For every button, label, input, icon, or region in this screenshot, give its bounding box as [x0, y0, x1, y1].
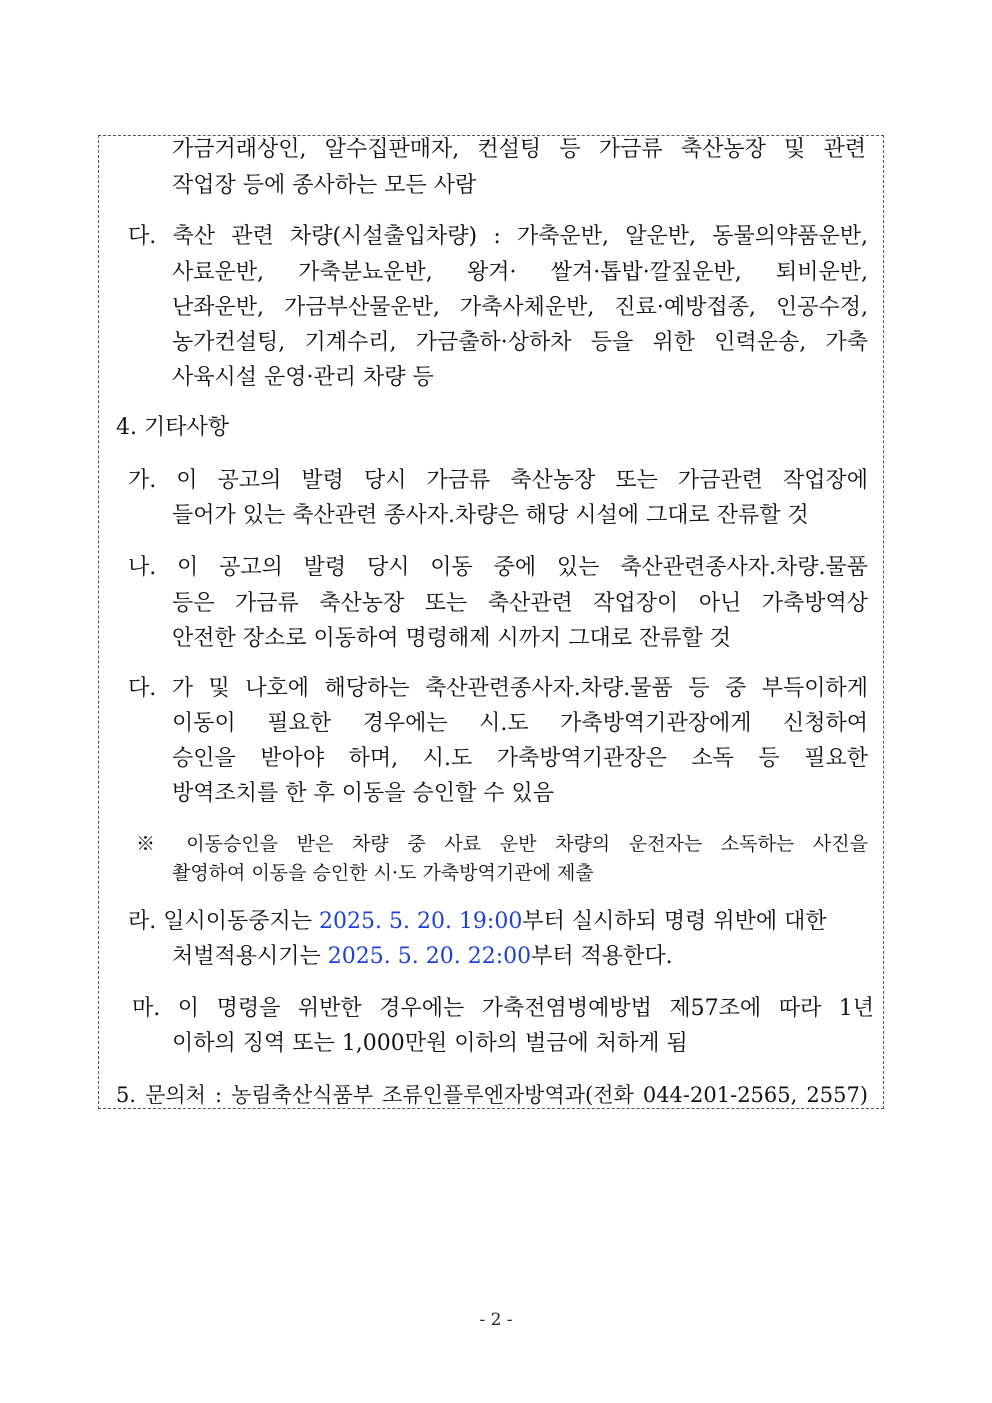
item-ra-line — [172, 942, 673, 972]
item-ma-line: 마. 이 명령을 위반한 경우에는 가축전염병예방법 제57조에 따라 1년 — [132, 996, 874, 1021]
item-da-line: 방역조치를 한 후 이동을 승인할 수 있음 — [172, 781, 554, 806]
item-ra-line — [128, 907, 827, 937]
item-da-vehicle-line: 난좌운반, 가금부산물운반, 가축사체운반, 진료·예방접종, 인공수정, — [172, 295, 868, 320]
item-da-vehicle-line: 사육시설 운영·관리 차량 등 — [172, 365, 434, 390]
item-ra-prefix: 처벌적용시기는 — [172, 944, 328, 969]
item-na-line: 안전한 장소로 이동하여 명령해제 시까지 그대로 잔류할 것 — [172, 626, 732, 651]
item-ra-prefix: 라. 일시이동중지는 — [128, 909, 319, 934]
item-da-vehicle-line: 사료운반, 가축분뇨운반, 왕겨· 쌀겨·톱밥·깔짚운반, 퇴비운반, — [172, 260, 868, 285]
continued-line: 작업장 등에 종사하는 모든 사람 — [172, 173, 477, 198]
continued-line: 가금거래상인, 알수집판매자, 컨설팅 등 가금류 축산농장 및 관련 — [172, 137, 866, 162]
page-number: - 2 - — [479, 1310, 513, 1330]
item-da-line: 이동이 필요한 경우에는 시.도 가축방역기관장에게 신청하여 — [172, 711, 868, 736]
item-ra-start-date: 2025. 5. 20. 19:00 — [319, 909, 523, 934]
item-da-vehicle-line: 다. 축산 관련 차량(시설출입차량) : 가축운반, 알운반, 동물의약품운반, — [128, 224, 868, 249]
note-line: 촬영하여 이동을 승인한 시·도 가축방역기관에 제출 — [172, 862, 594, 884]
item-ra-suffix: 부터 실시하되 명령 위반에 대한 — [522, 909, 827, 934]
item-ra-suffix: 부터 적용한다. — [531, 944, 673, 969]
item-ga-line: 가. 이 공고의 발령 당시 가금류 축산농장 또는 가금관련 작업장에 — [128, 468, 868, 493]
contact-line: 5. 문의처 : 농림축산식품부 조류인플루엔자방역과(전화 044-201-2565, 2557) — [116, 1083, 868, 1107]
item-ma-line: 이하의 징역 또는 1,000만원 이하의 벌금에 처하게 됨 — [172, 1031, 688, 1056]
item-da-vehicle-line: 농가컨설팅, 기계수리, 가금출하·상하차 등을 위한 인력운송, 가축 — [172, 330, 868, 355]
item-da-line: 다. 가 및 나호에 해당하는 축산관련종사자.차량.물품 등 중 부득이하게 — [128, 676, 868, 701]
item-ga-line: 들어가 있는 축산관련 종사자.차량은 해당 시설에 그대로 잔류할 것 — [172, 503, 809, 528]
section-heading-4: 4. 기타사항 — [116, 415, 229, 440]
item-na-line: 등은 가금류 축산농장 또는 축산관련 작업장이 아닌 가축방역상 — [172, 591, 868, 616]
item-na-line: 나. 이 공고의 발령 당시 이동 중에 있는 축산관련종사자.차량.물품 — [128, 555, 868, 580]
note-line: ※ 이동승인을 받은 차량 중 사료 운반 차량의 운전자는 소독하는 사진을 — [136, 833, 868, 855]
item-ra-penalty-date: 2025. 5. 20. 22:00 — [327, 944, 532, 969]
item-da-line: 승인을 받아야 하며, 시.도 가축방역기관장은 소독 등 필요한 — [172, 746, 868, 771]
